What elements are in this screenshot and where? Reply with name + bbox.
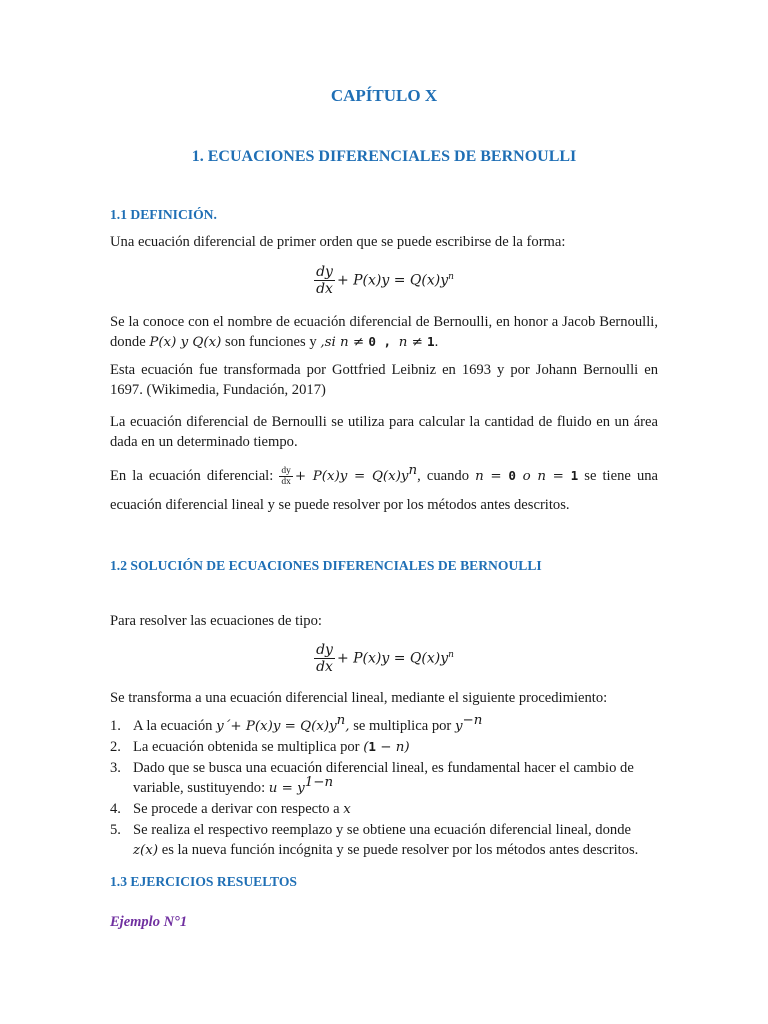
list-item: 1. A la ecuación y´+ $P(x)y = Q(x)y^n$, se multiplica por $y^{-n}$	[110, 713, 483, 734]
list-item: 3. Dado que se busca una ecuación diferencial lineal, es fundamental hacer el cambio de variable, sustituyendo: $u = y^{1-n}$	[110, 760, 634, 796]
derivative-fraction: $\frac{dy}{dx}$	[316, 642, 333, 675]
application-paragraph: La ecuación diferencial de Bernoulli se utiliza para calcular la cantidad de fluido en un área dada en un determinado tiempo.	[110, 414, 658, 450]
bernoulli-equation-2: $\frac{dy}{dx}$ + $P(x)y = Q(x)y^n$	[316, 642, 454, 675]
definition-intro: Una ecuación diferencial de primer orden que se puede escribirse de la forma:	[110, 234, 566, 250]
derivative-fraction: $\frac{dy}{dx}$	[316, 264, 333, 297]
section-heading-solucion: 1.2 SOLUCIÓN DE ECUACIONES DIFERENCIALES DE BERNOULLI	[110, 558, 542, 573]
linear-case-paragraph: En la ecuación diferencial: $\frac{dy}{dx}$ + $P(x)y = Q(x)y^n$, cuando n = 0 o n = 1 se tiene una ecuación diferencial lineal y se puede resolver por los métodos antes descritos.	[110, 463, 659, 513]
chapter-heading: CAPÍTULO X	[330, 86, 438, 105]
list-item: 2. La ecuación obtenida se multiplica por (1 − n)	[110, 739, 410, 755]
bernoulli-description: Se la conoce con el nombre de ecuación diferencial de Bernoulli, en honor a Jacob Bernoulli, donde P(x) y Q(x) son funciones y ,si n ≠ 0 , n ≠ 1.	[110, 314, 658, 350]
solution-intro: Para resolver las ecuaciones de tipo:	[110, 613, 322, 629]
history-paragraph: Esta ecuación fue transformada por Gottfried Leibniz en 1693 y por Johann Bernoulli en 1697. (Wikimedia, Fundación, 2017)	[110, 362, 658, 398]
example-label: Ejemplo N°1	[110, 914, 188, 930]
page-title: 1. ECUACIONES DIFERENCIALES DE BERNOULLI	[191, 148, 577, 165]
section-heading-definicion: 1.1 DEFINICIÓN.	[110, 207, 217, 222]
section-heading-ejercicios: 1.3 EJERCICIOS RESUELTOS	[110, 874, 297, 889]
list-item: 5. Se realiza el respectivo reemplazo y se obtiene una ecuación diferencial lineal, donde z(x) es la nueva función incógnita y se puede resolver por los métodos antes descritos.	[110, 822, 639, 858]
inline-derivative-fraction: $\frac{dy}{dx}$	[281, 466, 291, 488]
procedure-intro: Se transforma a una ecuación diferencial lineal, mediante el siguiente procedimiento:	[110, 690, 608, 706]
bernoulli-equation: $\frac{dy}{dx}$ + $P(x)y = Q(x)y^n$	[316, 264, 454, 297]
list-item: 4. Se procede a derivar con respecto a x	[110, 801, 351, 817]
procedure-steps	[110, 713, 658, 861]
